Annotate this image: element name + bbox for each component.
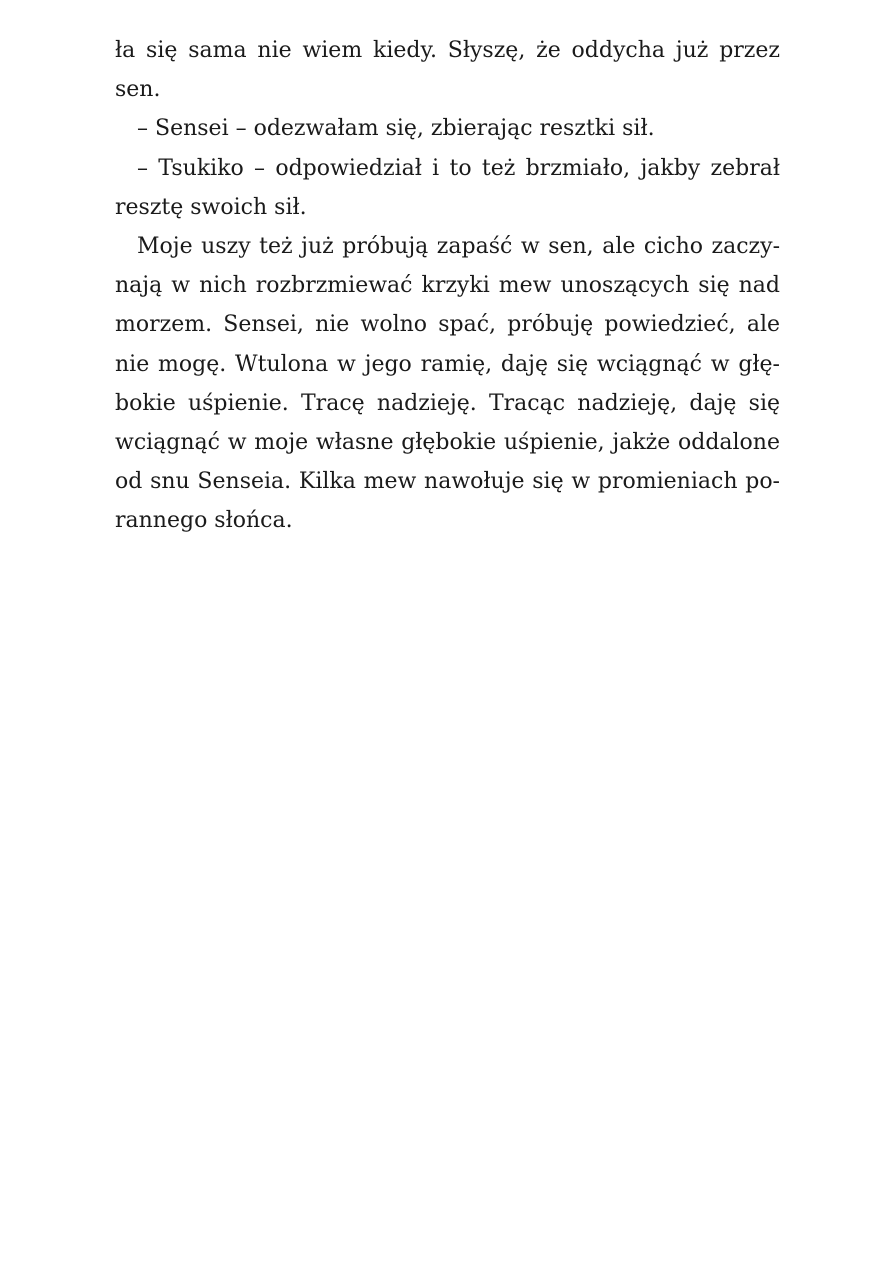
text-line: sen. [115, 77, 161, 103]
text-line: od snu Senseia. Kilka mew nawołuje się w promieniach po- [115, 469, 780, 495]
text-line: nie mogę. Wtulona w jego ramię, daję się wciągnąć w głę- [115, 351, 780, 377]
text-line: ła się sama nie wiem kiedy. Słyszę, że oddycha już przez [115, 38, 780, 63]
text-line: rannego słońca. [115, 508, 293, 534]
paragraph-first-line: Moje uszy też już próbują zapaść w sen, ale cicho zaczy- [137, 233, 780, 259]
text-line: resztę swoich sił. [115, 194, 307, 220]
text-line: bokie uśpienie. Tracę nadzieję. Tracąc nadzieję, daję się [115, 390, 780, 416]
dialogue-line: – Tsukiko – odpowiedział i to też brzmiało, jakby zebrał [137, 155, 780, 181]
text-line: nają w nich rozbrzmiewać krzyki mew unoszących się nad [115, 273, 780, 299]
text-line: morzem. Sensei, nie wolno spać, próbuję powiedzieć, ale [115, 312, 780, 338]
dialogue-line: – Sensei – odezwałam się, zbierając resztki sił. [137, 116, 655, 142]
text-line: wciągnąć w moje własne głębokie uśpienie, jakże oddalone [115, 429, 780, 455]
body-text [115, 31, 780, 540]
